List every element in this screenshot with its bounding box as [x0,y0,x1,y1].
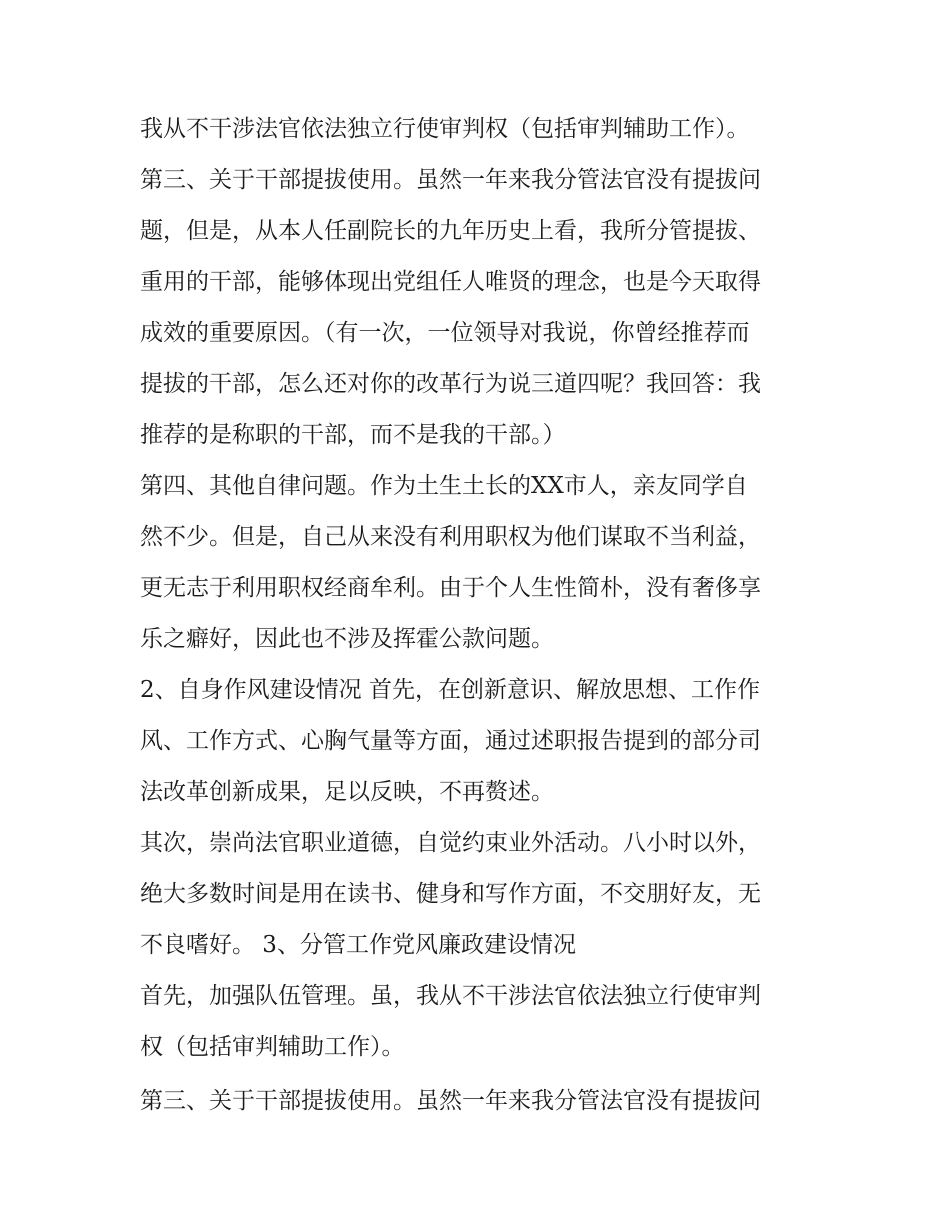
text-line: 题，但是，从本人任副院长的九年历史上看，我所分管提拔、 [140,218,761,244]
text-line: 重用的干部，能够体现出党组任人唯贤的理念，也是今天取得 [140,269,761,295]
text-line: 不良嗜好。 3、分管工作党风廉政建设情况 [140,932,576,958]
text-line: 然不少。但是，自己从来没有利用职权为他们谋取不当利益， [140,524,761,550]
text-line: 其次，崇尚法官职业道德，自觉约束业外活动。八小时以外， [140,830,761,856]
text-line: 提拔的干部，怎么还对你的改革行为说三道四呢？我回答：我 [140,371,761,397]
text-line: 更无志于利用职权经商牟利。由于个人生性简朴，没有奢侈享 [140,575,761,601]
text-line: 首先，加强队伍管理。虽，我从不干涉法官依法独立行使审判 [140,983,761,1009]
text-line: 成效的重要原因。（有一次，一位领导对我说，你曾经推荐而 [140,320,750,346]
text-line: 权（包括审判辅助工作）。 [140,1034,405,1060]
text-line: 绝大多数时间是用在读书、健身和写作方面，不交朋好友，无 [140,881,761,907]
text-line: 推荐的是称职的干部，而不是我的干部。） [140,422,566,448]
text-line: 我从不干涉法官依法独立行使审判权（包括审判辅助工作）。 [140,116,750,142]
text-line: 第三、关于干部提拔使用。虽然一年来我分管法官没有提拔问 [140,167,761,193]
text-line: 乐之癖好，因此也不涉及挥霍公款问题。 [140,626,554,652]
text-line: 第三、关于干部提拔使用。虽然一年来我分管法官没有提拔问 [140,1088,761,1114]
text-line: 法改革创新成果，足以反映，不再赘述。 [140,779,554,805]
text-line: 风、工作方式、心胸气量等方面，通过述职报告提到的部分司 [140,728,761,754]
text-line: 第四、其他自律问题。作为土生土长的XX市人，亲友同学自 [140,473,748,499]
text-line: 2、自身作风建设情况 首先，在创新意识、解放思想、工作作 [140,677,760,703]
